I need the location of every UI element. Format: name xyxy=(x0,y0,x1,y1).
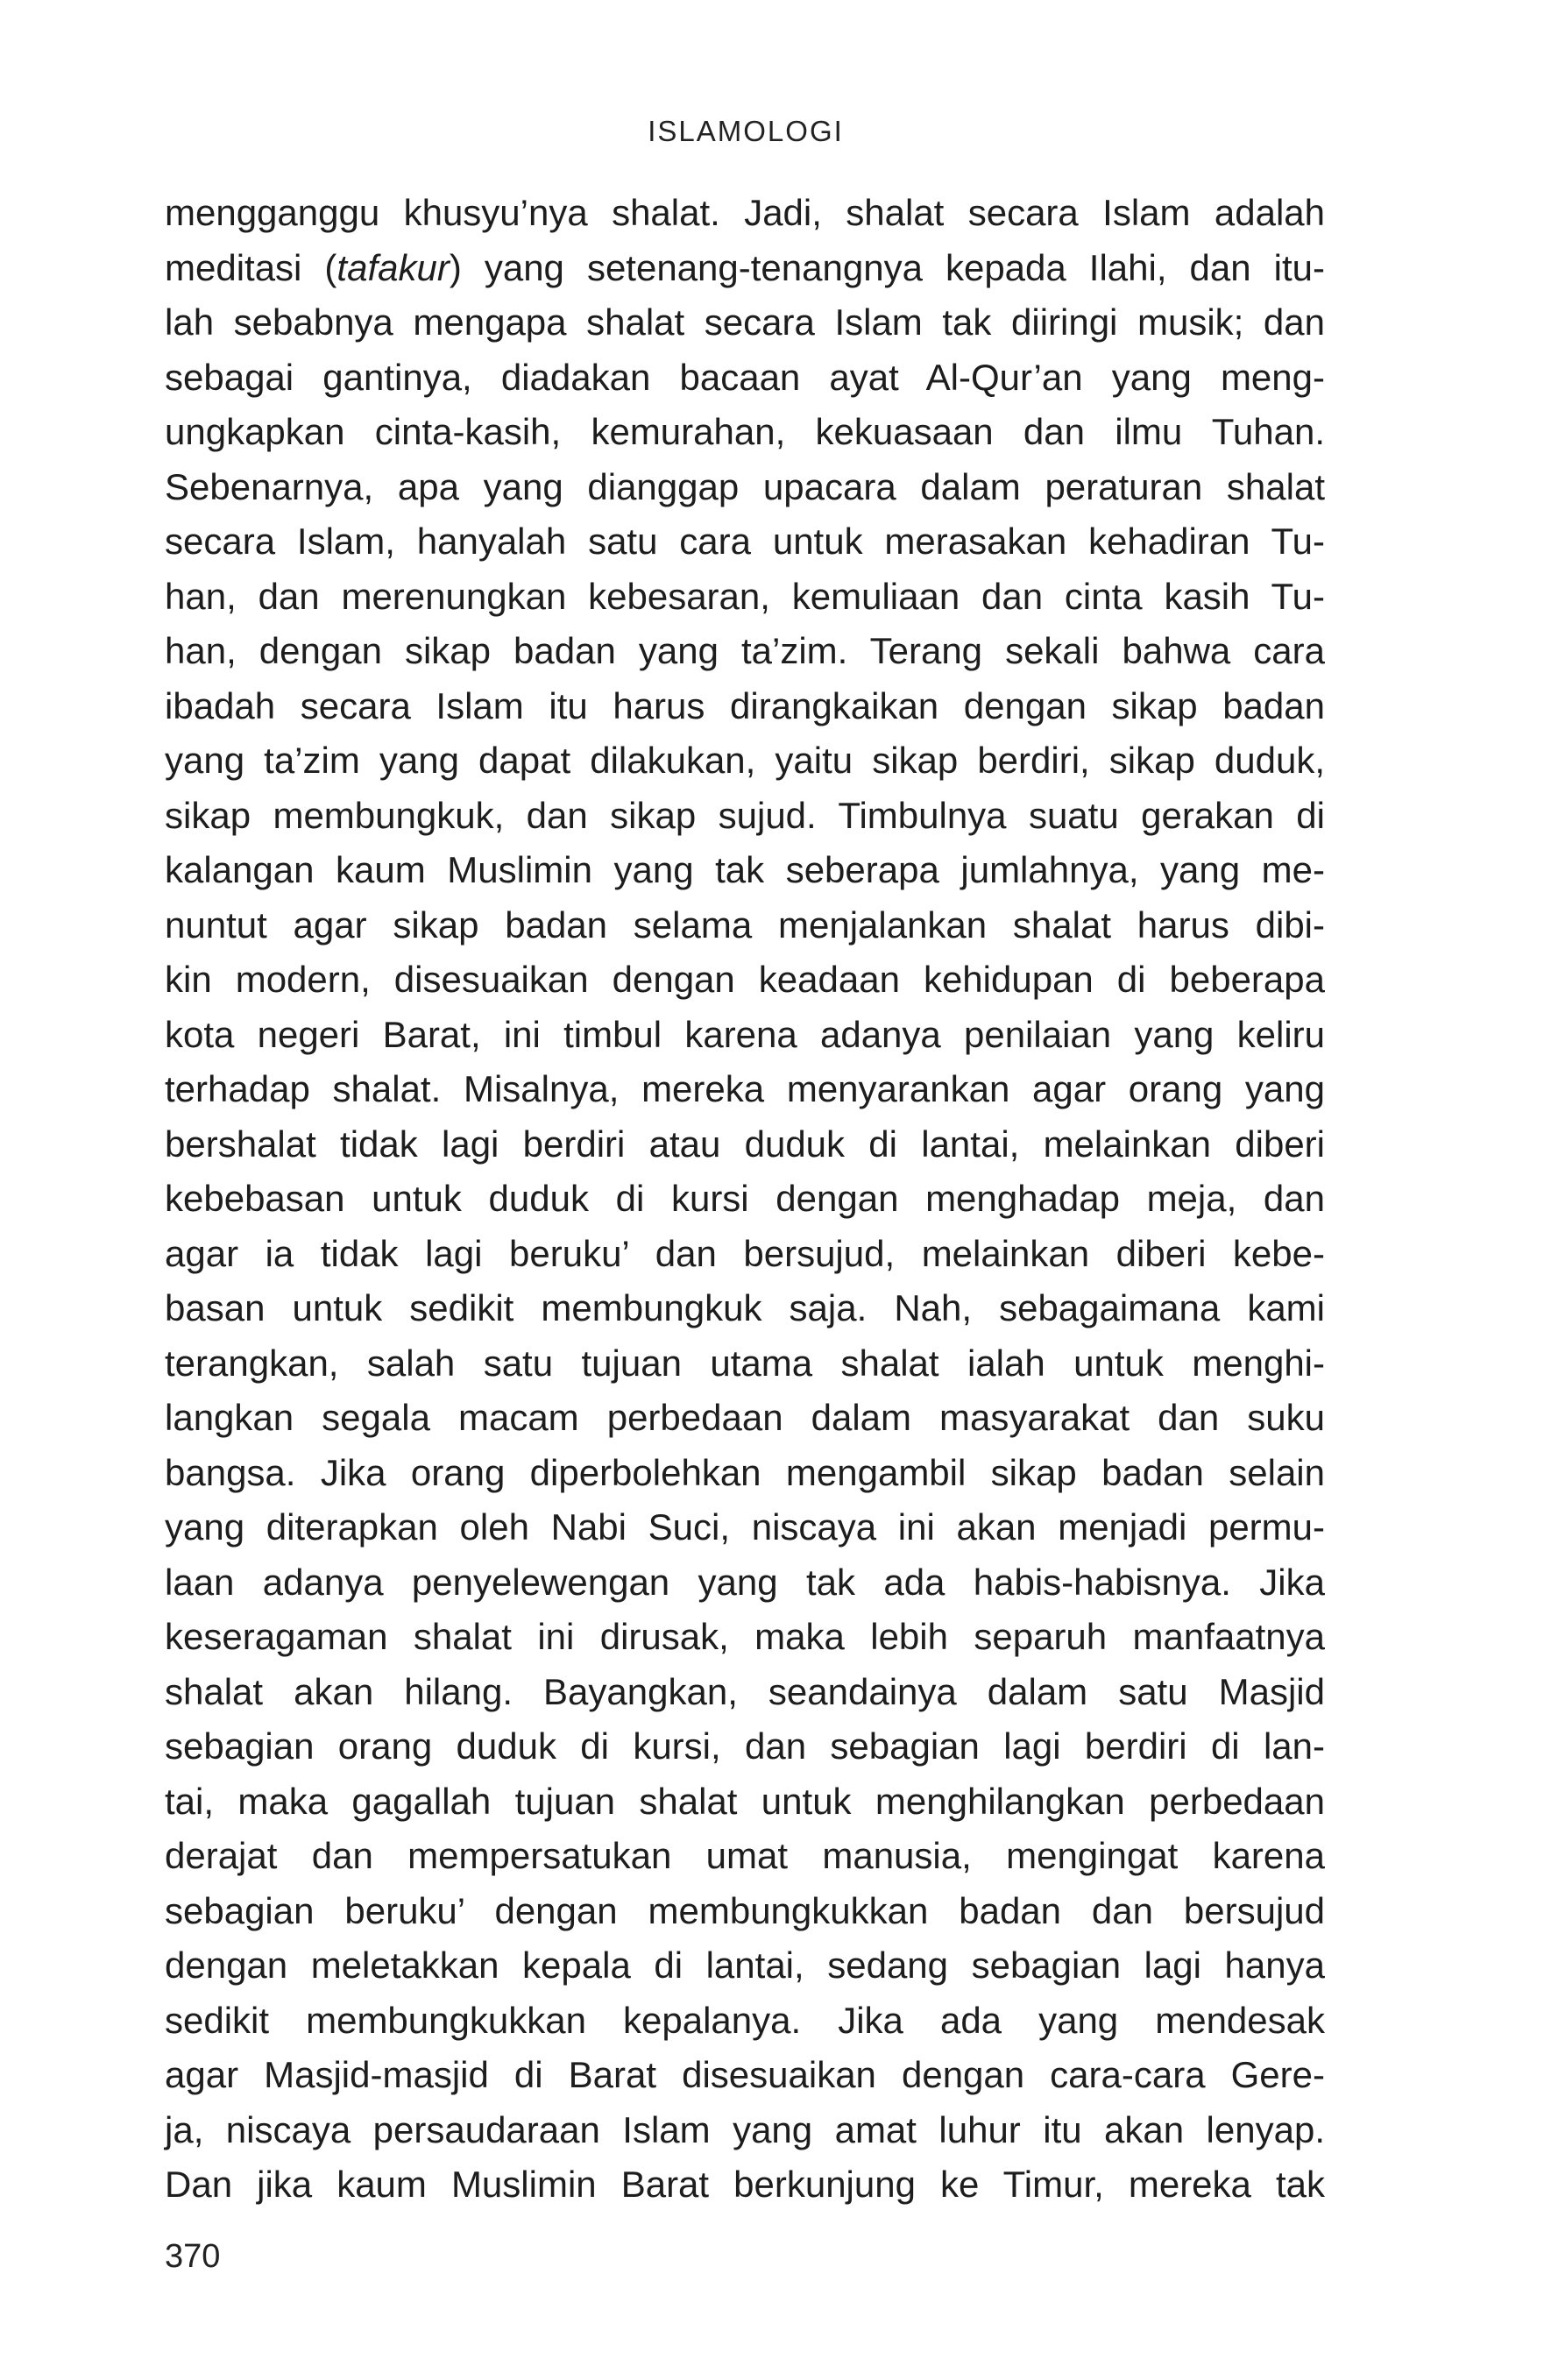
text-line: kebebasan untuk duduk di kursi dengan menghadap meja, dan xyxy=(165,1178,1325,1219)
text-line: keseragaman shalat ini dirusak, maka lebih separuh manfaatnya xyxy=(165,1616,1325,1657)
text-line: langkan segala macam perbedaan dalam masyarakat dan suku xyxy=(165,1397,1325,1438)
text-line: shalat akan hilang. Bayangkan, seandainya dalam satu Masjid xyxy=(165,1670,1325,1712)
text-line: han, dan merenungkan kebesaran, kemuliaan dan cinta kasih Tu- xyxy=(165,575,1325,617)
page-number: 370 xyxy=(165,2238,221,2275)
text-line: han, dengan sikap badan yang ta’zim. Terang sekali bahwa cara xyxy=(165,630,1325,671)
running-head: ISLAMOLOGI xyxy=(648,115,844,147)
text-line: sebagian orang duduk di kursi, dan sebagian lagi berdiri di lan- xyxy=(165,1725,1325,1767)
text-line: kalangan kaum Muslimin yang tak seberapa jumlahnya, yang me- xyxy=(165,849,1325,890)
text-line: bangsa. Jika orang diperbolehkan mengambil sikap badan selain xyxy=(165,1451,1325,1493)
text-line: agar Masjid-masjid di Barat disesuaikan dengan cara-cara Gere- xyxy=(165,2054,1325,2095)
text-line xyxy=(165,241,1325,296)
text-line: sebagian beruku’ dengan membungkukkan badan dan bersujud xyxy=(165,1889,1325,1931)
text-line: terhadap shalat. Misalnya, mereka menyarankan agar orang yang xyxy=(165,1068,1325,1109)
text-line: kota negeri Barat, ini timbul karena adanya penilaian yang keliru xyxy=(165,1013,1325,1055)
text-line: sikap membungkuk, dan sikap sujud. Timbulnya suatu gerakan di xyxy=(165,794,1325,836)
text-line: laan adanya penyelewengan yang tak ada habis-habisnya. Jika xyxy=(165,1561,1325,1603)
text-line: yang diterapkan oleh Nabi Suci, niscaya ini akan menjadi permu- xyxy=(165,1506,1325,1548)
text-line: ibadah secara Islam itu harus dirangkaikan dengan sikap badan xyxy=(165,684,1325,726)
text-line: agar ia tidak lagi beruku’ dan bersujud, melainkan diberi kebe- xyxy=(165,1232,1325,1274)
text-line: Dan jika kaum Muslimin Barat berkunjung ke Timur, mereka tak xyxy=(165,2164,1325,2205)
text-line: derajat dan mempersatukan umat manusia, mengingat karena xyxy=(165,1835,1325,1876)
text-line: mengganggu khusyu’nya shalat. Jadi, shalat secara Islam adalah xyxy=(165,192,1325,233)
text-line: sedikit membungkukkan kepalanya. Jika ada yang mendesak xyxy=(165,1999,1325,2041)
italic-term: tafakur xyxy=(336,246,450,288)
text-line: terangkan, salah satu tujuan utama shalat ialah untuk menghi- xyxy=(165,1342,1325,1384)
body-text xyxy=(165,186,1325,2213)
text-line: secara Islam, hanyalah satu cara untuk merasakan kehadiran Tu- xyxy=(165,521,1325,562)
text-segment: meditasi ( xyxy=(165,246,337,288)
text-line: kin modern, disesuaikan dengan keadaan kehidupan di beberapa xyxy=(165,959,1325,1000)
text-line: Sebenarnya, apa yang dianggap upacara dalam peraturan shalat xyxy=(165,465,1325,507)
text-line: ungkapkan cinta-kasih, kemurahan, kekuasaan dan ilmu Tuhan. xyxy=(165,411,1325,452)
text-line: ja, niscaya persaudaraan Islam yang amat luhur itu akan lenyap. xyxy=(165,2108,1325,2150)
text-line: yang ta’zim yang dapat dilakukan, yaitu sikap berdiri, sikap duduk, xyxy=(165,740,1325,781)
text-line: sebagai gantinya, diadakan bacaan ayat Al-Qur’an yang meng- xyxy=(165,356,1325,398)
text-line: nuntut agar sikap badan selama menjalankan shalat harus dibi- xyxy=(165,903,1325,946)
text-segment: ) yang setenang-tenangnya kepada Ilahi, dan itu- xyxy=(449,246,1325,288)
text-line: bershalat tidak lagi berdiri atau duduk di lantai, melainkan diberi xyxy=(165,1123,1325,1165)
text-line: tai, maka gagallah tujuan shalat untuk menghilangkan perbedaan xyxy=(165,1780,1325,1822)
text-line: dengan meletakkan kepala di lantai, sedang sebagian lagi hanya xyxy=(165,1944,1325,1986)
text-line: lah sebabnya mengapa shalat secara Islam tak diiringi musik; dan xyxy=(165,301,1325,343)
text-line: basan untuk sedikit membungkuk saja. Nah, sebagaimana kami xyxy=(165,1287,1325,1328)
